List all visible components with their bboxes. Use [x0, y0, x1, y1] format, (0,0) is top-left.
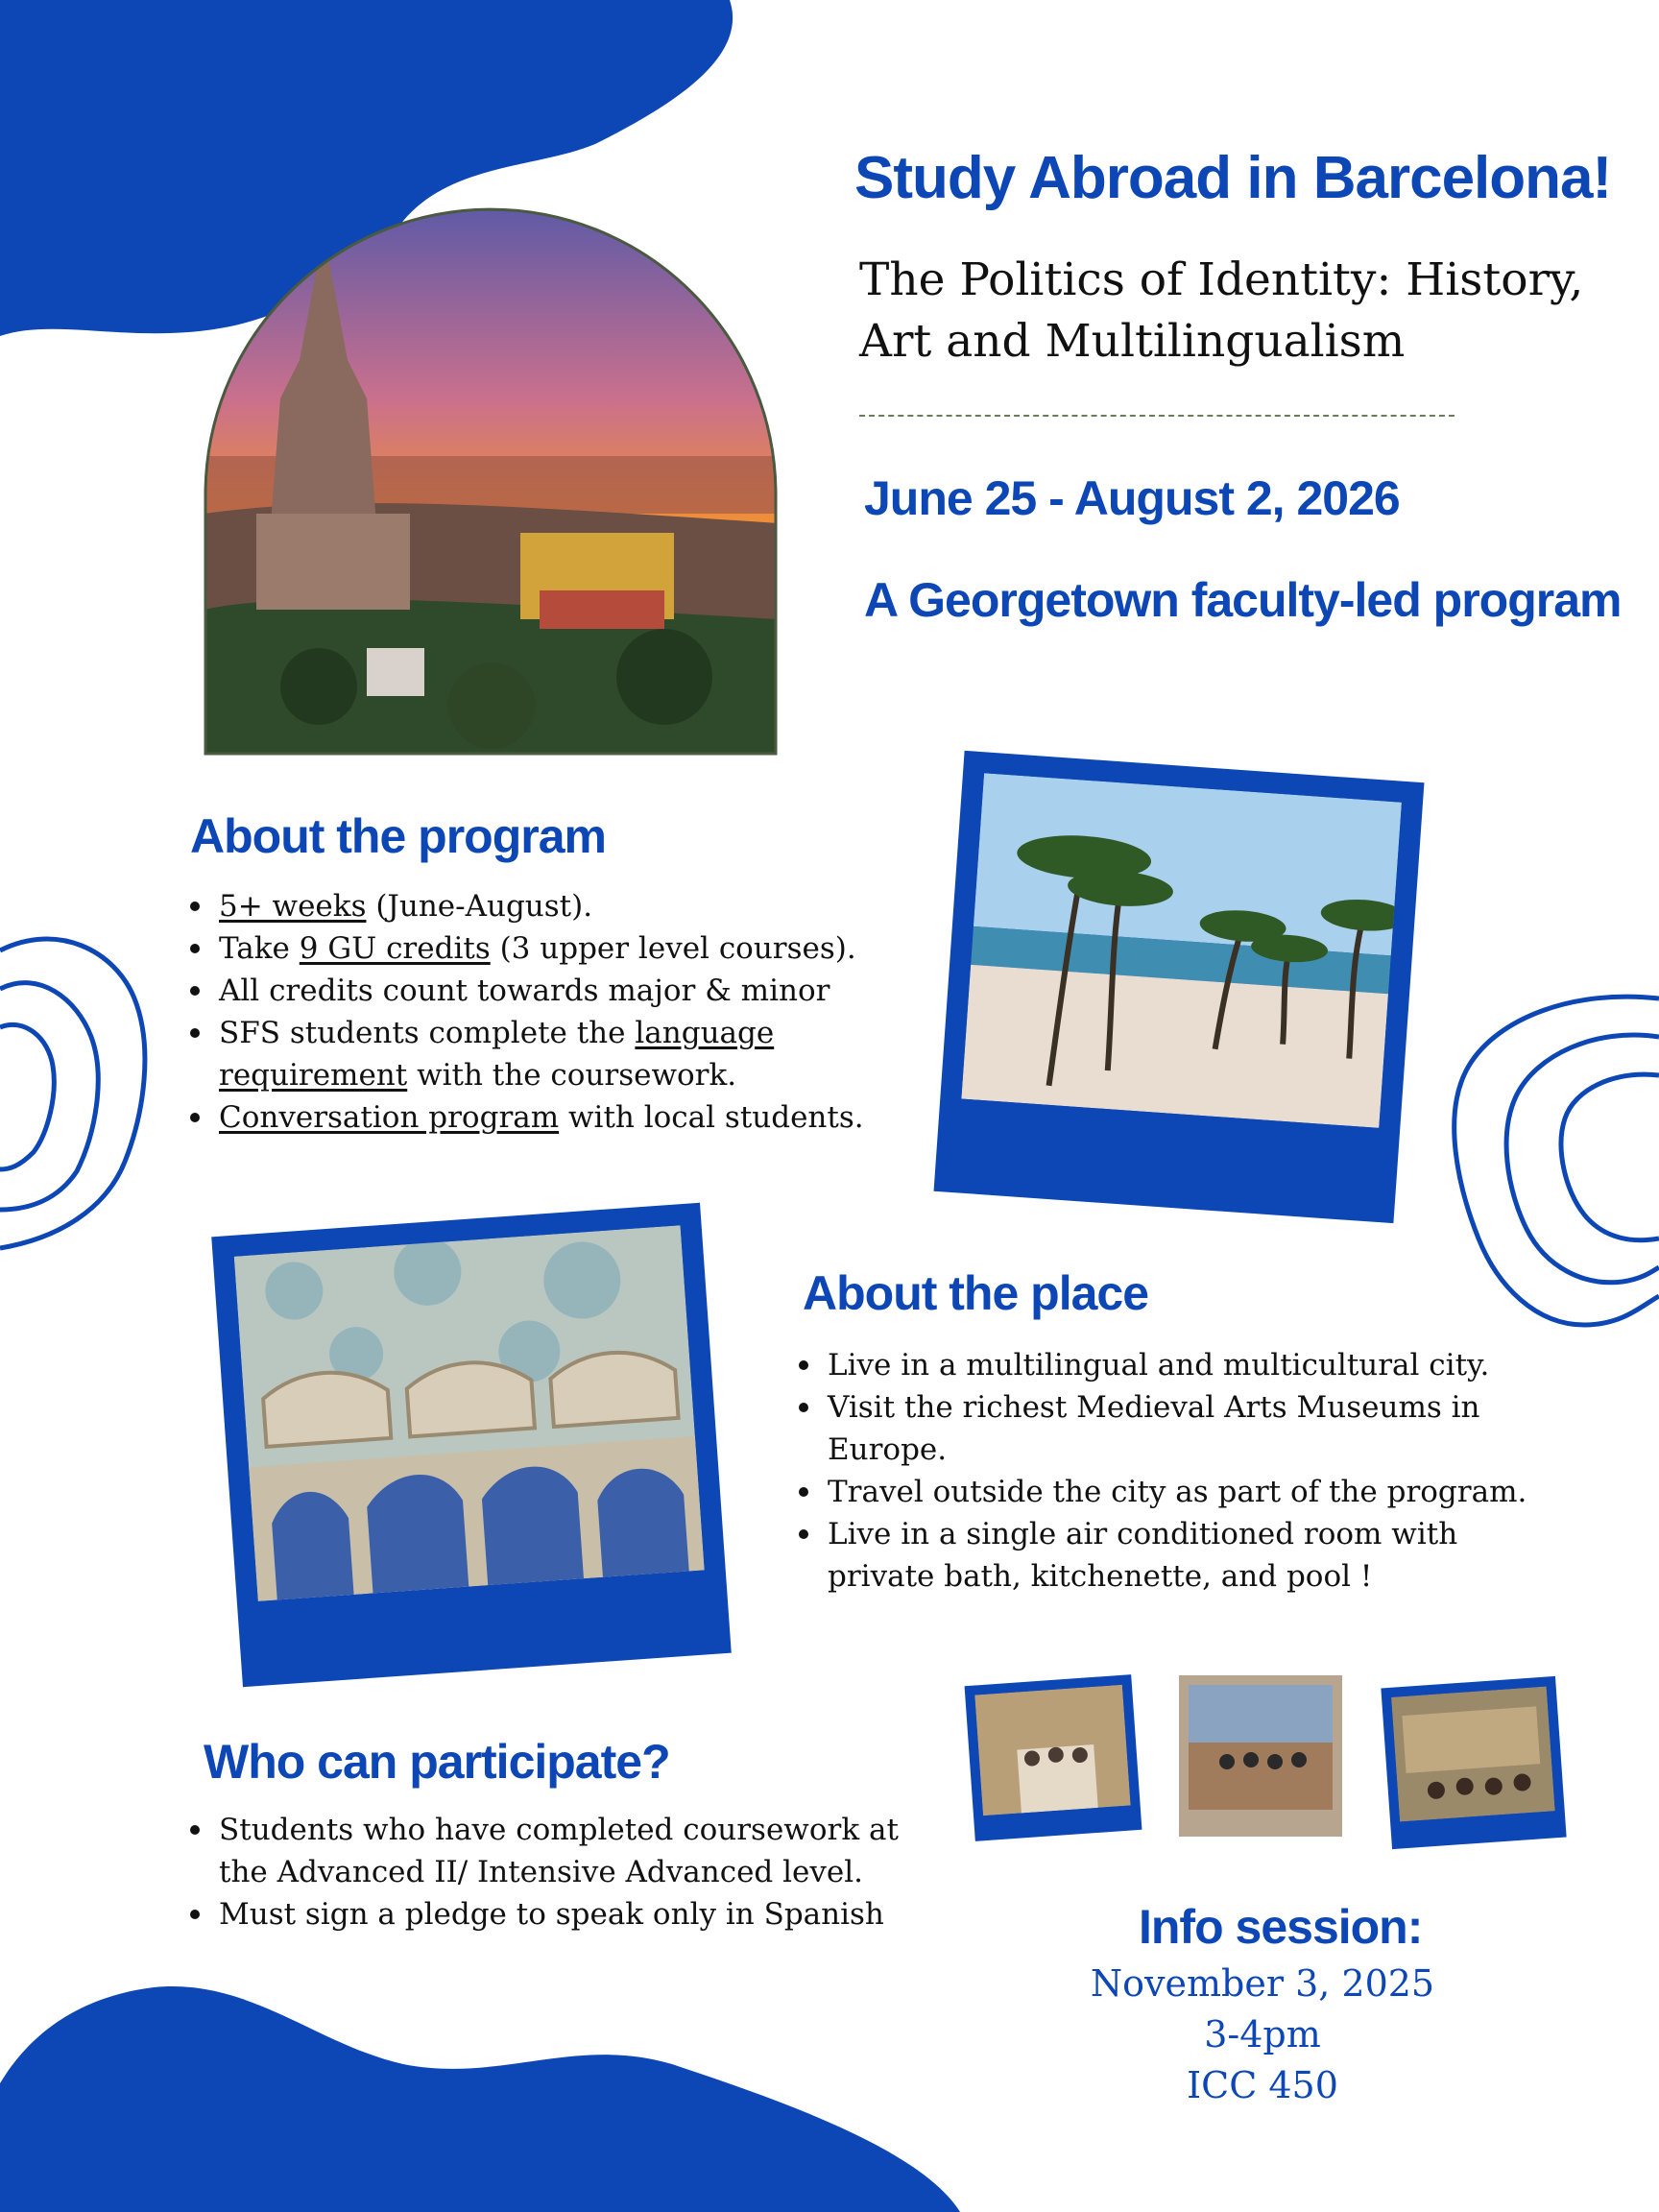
beach-palms-photo [961, 773, 1402, 1128]
list-item: Live in a single air conditioned room with private bath, kitchenette, and pool ! [828, 1513, 1615, 1598]
about-place-heading: About the place [803, 1266, 1149, 1320]
dashed-divider [859, 415, 1455, 417]
list-item: Conversation program with local students. [219, 1096, 949, 1139]
info-date: November 3, 2025 [1090, 1962, 1435, 2005]
about-program-heading: About the program [190, 809, 606, 863]
about-place-list [797, 1344, 1615, 1598]
who-heading: Who can participate? [204, 1735, 670, 1789]
subtitle-line-2: Art and Multilingualism [859, 315, 1406, 368]
page-title: Study Abroad in Barcelona! [854, 145, 1612, 211]
who-list [188, 1809, 987, 1936]
group-photo-frame-1 [965, 1674, 1142, 1841]
list-item: Travel outside the city as part of the program. [828, 1471, 1615, 1513]
list-item: Live in a multilingual and multicultural city. [828, 1344, 1615, 1386]
about-program-list [188, 885, 949, 1139]
list-item: Must sign a pledge to speak only in Spanish [219, 1893, 987, 1936]
group-photo-1 [974, 1685, 1130, 1815]
bottom-left-blob [0, 1986, 960, 2212]
subtitle-line-1: The Politics of Identity: History, [859, 253, 1584, 306]
right-swirl-decoration [1455, 997, 1659, 1325]
group-photo-3 [1391, 1687, 1555, 1822]
link-weeks[interactable]: 5+ weeks [219, 889, 367, 924]
program-dates: June 25 - August 2, 2026 [864, 471, 1400, 525]
link-language-requirement[interactable]: language [635, 1016, 775, 1050]
list-item: Students who have completed coursework at the Advanced II/ Intensive Advanced level. [219, 1809, 987, 1893]
casa-batllo-photo [234, 1225, 705, 1601]
program-type: A Georgetown faculty-led program [864, 573, 1622, 627]
list-item: Take 9 GU credits (3 upper level courses). [219, 927, 949, 970]
info-time: 3-4pm [1204, 2013, 1321, 2056]
link-conversation-program[interactable]: Conversation program [219, 1100, 560, 1135]
list-item: SFS students complete the language requirement with the coursework. [219, 1012, 949, 1096]
list-item: Visit the richest Medieval Arts Museums in Europe. [828, 1386, 1615, 1471]
list-item: 5+ weeks (June-August). [219, 885, 949, 927]
info-location: ICC 450 [1187, 2064, 1338, 2106]
beach-photo-frame [934, 751, 1425, 1223]
group-photo-frame-2 [1179, 1675, 1342, 1837]
left-swirl-decoration [0, 939, 145, 1248]
info-session-heading: Info session: [1139, 1900, 1423, 1954]
link-language-requirement-2[interactable]: requirement [219, 1058, 408, 1093]
group-photo-2 [1189, 1685, 1333, 1810]
program-subtitle [859, 250, 1583, 373]
info-session-details [1037, 1959, 1488, 2111]
casa-batllo-photo-frame [211, 1203, 732, 1687]
group-photo-frame-3 [1381, 1676, 1566, 1849]
sagrada-sunset-photo [204, 206, 778, 756]
link-credits[interactable]: 9 GU credits [299, 931, 491, 966]
list-item: All credits count towards major & minor [219, 970, 949, 1012]
